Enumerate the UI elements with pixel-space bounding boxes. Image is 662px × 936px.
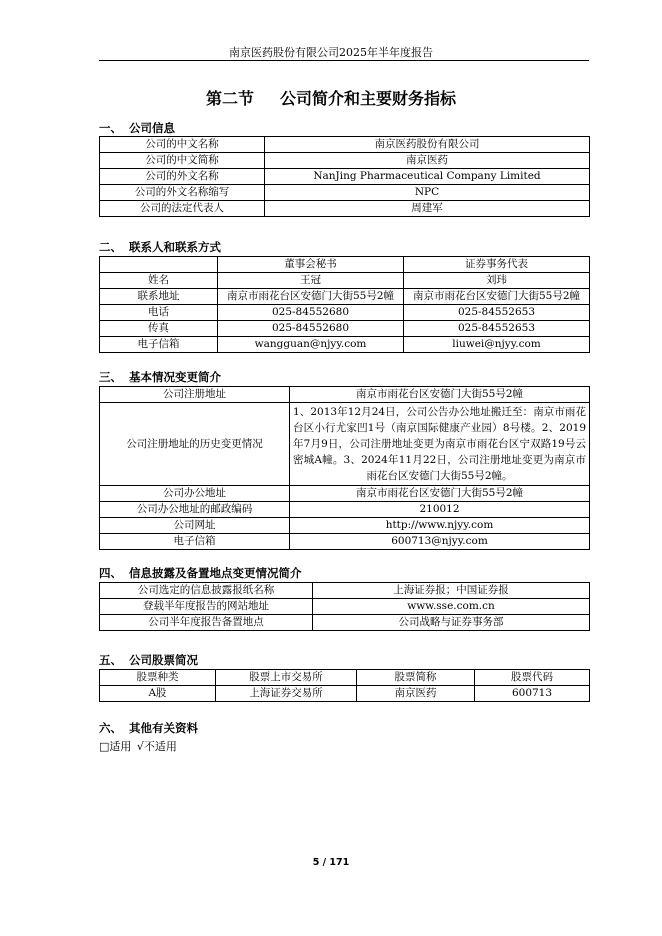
- applicability-options: [99, 738, 179, 754]
- table-row: 公司办公地址 南京市雨花台区安德门大街55号2幢: [100, 486, 590, 502]
- table-row: 传真 025-84552680 025-84552653: [100, 321, 590, 337]
- header-divider: [99, 60, 589, 61]
- table-row: 公司注册地址的历史变更情况 1、2013年12月24日，公司公告办公地址搬迁至：南京市雨花台区小行尤家凹1号（南京国际健康产业园）8号楼。2、2019年7月9日，公司注册地址变更为南京市雨花台区宁双路19号云密城A幢。3、2024年11月22日，公司注册地址变更为南京市雨花台区安德门大街55号2幢。: [100, 403, 590, 486]
- table-row: 公司网址 http://www.njyy.com: [100, 518, 590, 534]
- table-row: 公司的中文简称 南京医药: [100, 153, 590, 169]
- table-row: 公司选定的信息披露报纸名称 上海证券报；中国证券报: [100, 583, 590, 599]
- disclosure-table: [99, 582, 590, 631]
- table-row: 电话 025-84552680 025-84552653: [100, 305, 590, 321]
- contact-table: [99, 256, 590, 353]
- table-row: A股 上海证券交易所 南京医药 600713: [100, 686, 590, 702]
- table-row: 公司的法定代表人 周建军: [100, 201, 590, 217]
- basic-info-table: [99, 386, 590, 550]
- table-row: 公司的外文名称 NanJing Pharmaceutical Company Limited: [100, 169, 590, 185]
- heading-company-info: 一、 公司信息: [99, 121, 175, 135]
- section-name: 公司简介和主要财务指标: [280, 89, 457, 108]
- heading-other: 六、 其他有关资料: [99, 721, 198, 735]
- section-title: [0, 86, 662, 109]
- table-row: 联系地址 南京市雨花台区安德门大街55号2幢 南京市雨花台区安德门大街55号2幢: [100, 289, 590, 305]
- heading-stock: 五、 公司股票简况: [99, 653, 198, 667]
- company-info-table: [99, 136, 590, 217]
- section-number: 第二节: [205, 89, 254, 108]
- table-row: 电子信箱 wangguan@njyy.com liuwei@njyy.com: [100, 337, 590, 353]
- table-row: 公司的中文名称 南京医药股份有限公司: [100, 137, 590, 153]
- heading-basic-info: 三、 基本情况变更简介: [99, 370, 221, 384]
- table-row: 电子信箱 600713@njyy.com: [100, 534, 590, 550]
- heading-disclosure: 四、 信息披露及备置地点变更情况简介: [99, 566, 302, 580]
- table-header-row: 董事会秘书 证券事务代表: [100, 257, 590, 273]
- table-header-row: 股票种类 股票上市交易所 股票简称 股票代码: [100, 670, 590, 686]
- table-row: 公司半年度报告备置地点 公司战略与证券事务部: [100, 615, 590, 631]
- option-applicable: □适用: [99, 740, 132, 753]
- heading-contact: 二、 联系人和联系方式: [99, 240, 221, 254]
- table-row: 姓名 王冠 刘玮: [100, 273, 590, 289]
- stock-table: [99, 669, 590, 702]
- page-header: 南京医药股份有限公司2025年半年度报告: [229, 46, 433, 59]
- option-not-applicable: √不适用: [136, 740, 177, 753]
- table-row: 登载半年度报告的网站地址 www.sse.com.cn: [100, 599, 590, 615]
- page-number: 5 / 171: [312, 857, 350, 868]
- table-row: 公司注册地址 南京市雨花台区安德门大街55号2幢: [100, 387, 590, 403]
- table-row: 公司的外文名称缩写 NPC: [100, 185, 590, 201]
- table-row: 公司办公地址的邮政编码 210012: [100, 502, 590, 518]
